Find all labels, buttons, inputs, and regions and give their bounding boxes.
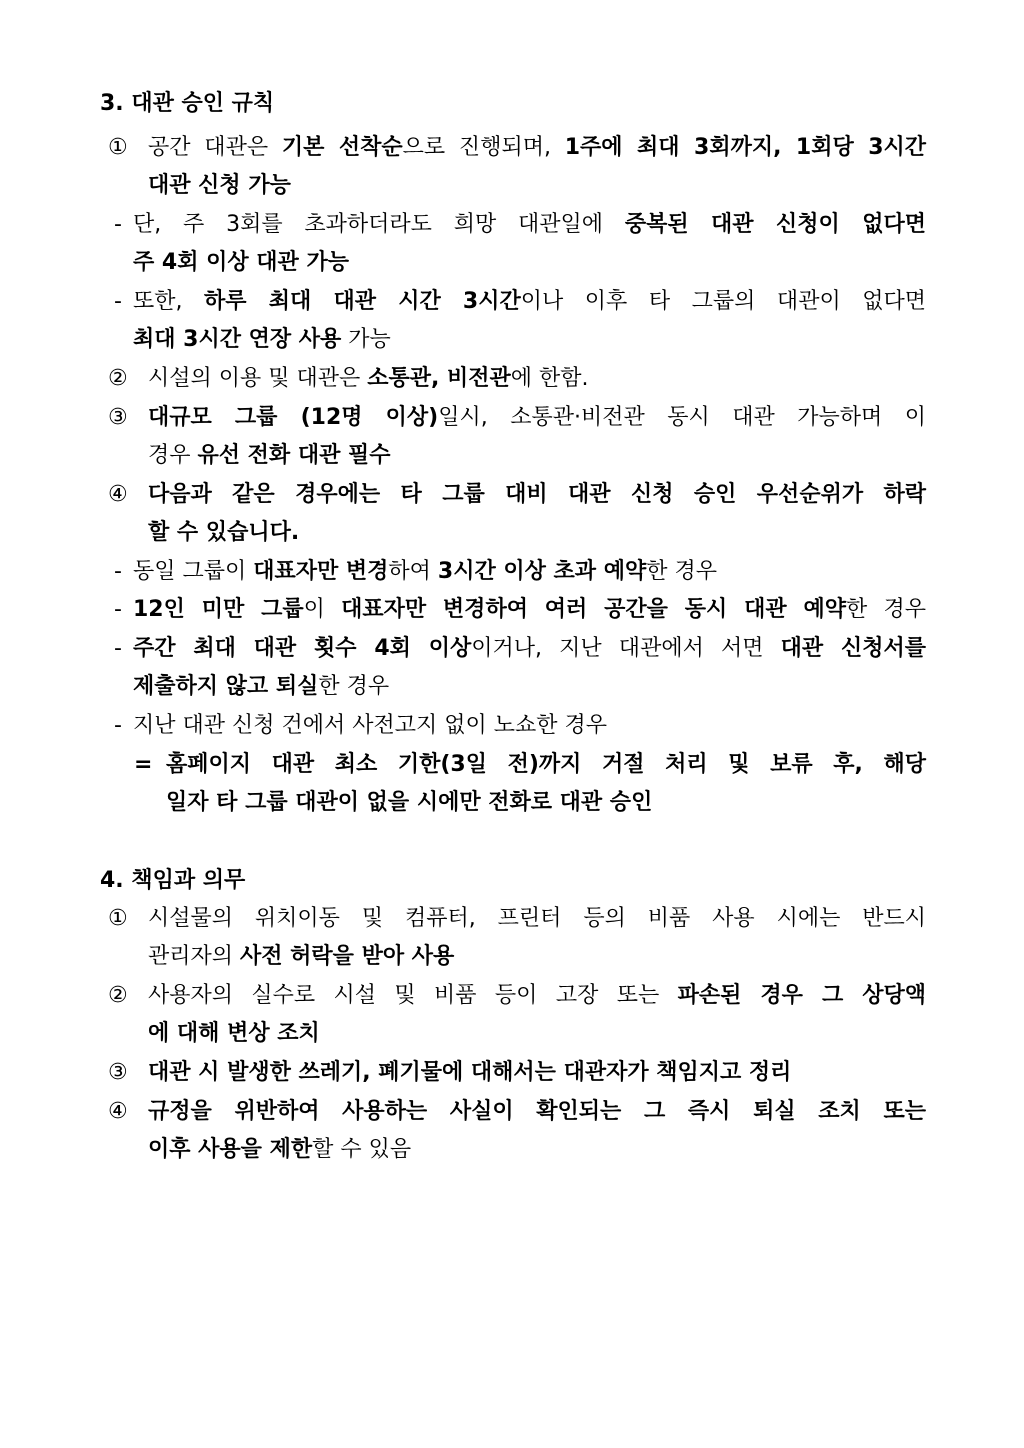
sub-marker: - bbox=[114, 559, 122, 584]
duty-4-3-line-1: 대관 시 발생한 쓰레기, 폐기물에 대해서는 대관자가 책임지고 정리 bbox=[148, 1060, 792, 1085]
result-marker: = bbox=[134, 752, 153, 777]
rule-3-4-sub-2: 12인 미만 그룹이 대표자만 변경하여 여러 공간을 동시 대관 예약한 경우 bbox=[133, 597, 927, 622]
duty-4-2-line-1: 사용자의 실수로 시설 및 비품 등이 고장 또는 파손된 경우 그 상당액 bbox=[148, 983, 927, 1008]
duty-4-1-line-2: 관리자의 사전 허락을 받아 사용 bbox=[148, 944, 455, 969]
rule-3-4-result-line-2: 일자 타 그룹 대관이 없을 시에만 전화로 대관 승인 bbox=[166, 790, 653, 815]
rule-3-1-sub-1-line-2: 주 4회 이상 대관 가능 bbox=[133, 250, 349, 275]
rule-3-4-sub-3-line-2: 제출하지 않고 퇴실한 경우 bbox=[133, 674, 390, 699]
rule-3-3-line-2: 경우 유선 전화 대관 필수 bbox=[148, 443, 391, 468]
item-marker: ④ bbox=[108, 1099, 128, 1124]
section-4-heading: 4. 책임과 의무 bbox=[100, 868, 246, 893]
sub-marker: - bbox=[114, 636, 122, 661]
rule-3-4-line-2: 할 수 있습니다. bbox=[148, 520, 300, 545]
rule-3-3-line-1: 대규모 그룹 (12명 이상)일시, 소통관·비전관 동시 대관 가능하며 이 bbox=[148, 405, 926, 430]
sub-marker: - bbox=[114, 713, 122, 738]
sub-marker: - bbox=[114, 289, 122, 314]
item-marker: ③ bbox=[108, 405, 128, 430]
sub-marker: - bbox=[114, 597, 122, 622]
rule-3-1-sub-2-line-2: 최대 3시간 연장 사용 가능 bbox=[133, 327, 391, 352]
item-marker: ② bbox=[108, 983, 128, 1008]
duty-4-4-line-2: 이후 사용을 제한할 수 있음 bbox=[148, 1137, 412, 1162]
duty-4-4-line-1: 규정을 위반하여 사용하는 사실이 확인되는 그 즉시 퇴실 조치 또는 bbox=[148, 1099, 926, 1124]
rule-3-1-sub-1-line-1: 단, 주 3회를 초과하더라도 희망 대관일에 중복된 대관 신청이 없다면 bbox=[133, 212, 926, 237]
section-3-heading: 3. 대관 승인 규칙 bbox=[100, 91, 275, 116]
rule-3-4-line-1: 다음과 같은 경우에는 타 그룹 대비 대관 신청 승인 우선순위가 하락 bbox=[148, 482, 926, 507]
rule-3-1-line-2: 대관 신청 가능 bbox=[148, 173, 291, 198]
item-marker: ③ bbox=[108, 1060, 128, 1085]
duty-4-2-line-2: 에 대해 변상 조치 bbox=[148, 1021, 320, 1046]
rule-3-4-result-line-1: 홈페이지 대관 최소 기한(3일 전)까지 거절 처리 및 보류 후, 해당 bbox=[166, 752, 926, 777]
rule-3-2-line-1: 시설의 이용 및 대관은 소통관, 비전관에 한함. bbox=[148, 366, 589, 391]
item-marker: ① bbox=[108, 135, 128, 160]
rule-3-4-sub-4: 지난 대관 신청 건에서 사전고지 없이 노쇼한 경우 bbox=[133, 713, 607, 738]
sub-marker: - bbox=[114, 212, 122, 237]
item-marker: ① bbox=[108, 906, 128, 931]
item-marker: ② bbox=[108, 366, 128, 391]
rule-3-4-sub-3-line-1: 주간 최대 대관 횟수 4회 이상이거나, 지난 대관에서 서면 대관 신청서를 bbox=[133, 636, 926, 661]
item-marker: ④ bbox=[108, 482, 128, 507]
rule-3-4-sub-1: 동일 그룹이 대표자만 변경하여 3시간 이상 초과 예약한 경우 bbox=[133, 559, 717, 584]
rule-3-1-line-1: 공간 대관은 기본 선착순으로 진행되며, 1주에 최대 3회까지, 1회당 3시간 bbox=[148, 135, 927, 160]
rule-3-1-sub-2-line-1: 또한, 하루 최대 대관 시간 3시간이나 이후 타 그룹의 대관이 없다면 bbox=[133, 289, 926, 314]
duty-4-1-line-1: 시설물의 위치이동 및 컴퓨터, 프린터 등의 비품 사용 시에는 반드시 bbox=[148, 906, 926, 931]
